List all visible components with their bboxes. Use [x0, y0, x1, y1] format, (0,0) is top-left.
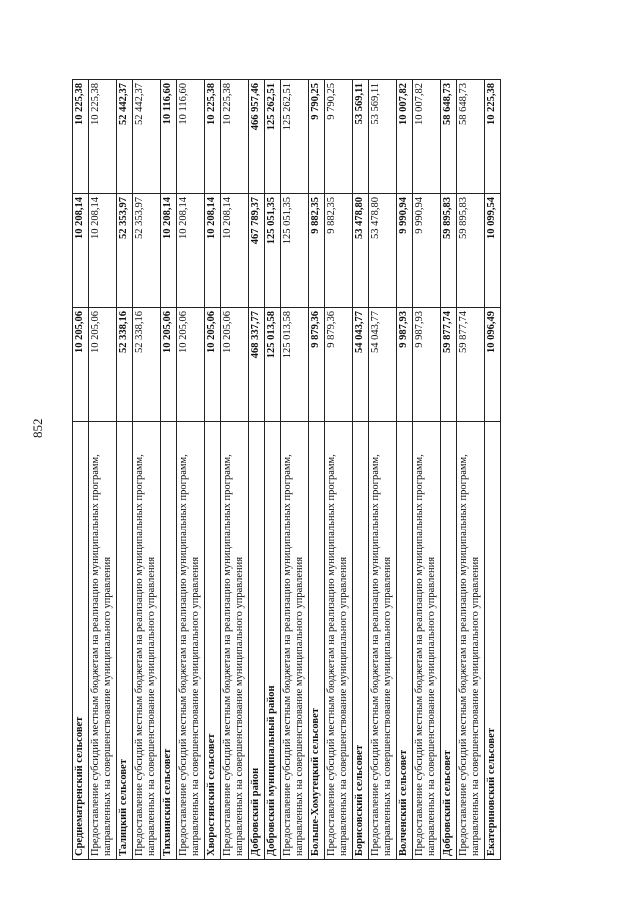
subsidy-table: [72, 79, 501, 860]
table-row: [309, 80, 325, 860]
value-cell-1: 9 987,93: [413, 308, 441, 422]
row-name-cell: Волченский сельсовет: [397, 422, 413, 860]
value-cell-3: 58 648,73: [457, 80, 485, 194]
value-cell-3: 466 957,46: [249, 80, 265, 194]
value-cell-3: 10 007,82: [397, 80, 413, 194]
value-cell-1: 10 205,06: [205, 308, 221, 422]
value-cell-3: 58 648,73: [441, 80, 457, 194]
value-cell-3: 10 225,38: [221, 80, 249, 194]
table-row: [89, 80, 117, 860]
table-row: [161, 80, 177, 860]
value-cell-3: 10 225,38: [73, 80, 89, 194]
value-cell-2: 59 895,83: [441, 194, 457, 308]
value-cell-3: 10 116,60: [161, 80, 177, 194]
table-row: [457, 80, 485, 860]
row-name-cell: Талицкий сельсовет: [117, 422, 133, 860]
row-name-cell: Добровский муниципальный район: [265, 422, 281, 860]
row-name-cell: Предоставление субсидий местным бюджетам на реализацию муниципальных программ, направленных на совершенствование муниципального управления: [413, 422, 441, 860]
table-row: [281, 80, 309, 860]
value-cell-2: 10 208,14: [177, 194, 205, 308]
value-cell-3: 9 790,25: [325, 80, 353, 194]
table-row: [397, 80, 413, 860]
row-name-cell: Добровский сельсовет: [441, 422, 457, 860]
value-cell-2: 10 208,14: [89, 194, 117, 308]
value-cell-1: 9 879,36: [309, 308, 325, 422]
value-cell-1: 52 338,16: [117, 308, 133, 422]
value-cell-2: 9 990,94: [413, 194, 441, 308]
value-cell-2: 10 099,54: [485, 194, 501, 308]
value-cell-3: 52 442,37: [133, 80, 161, 194]
value-cell-2: 10 208,14: [73, 194, 89, 308]
table-row: [205, 80, 221, 860]
value-cell-1: 10 205,06: [177, 308, 205, 422]
table-row: [133, 80, 161, 860]
value-cell-3: 52 442,37: [117, 80, 133, 194]
value-cell-3: 10 225,38: [205, 80, 221, 194]
table-row: [325, 80, 353, 860]
value-cell-1: 10 205,06: [73, 308, 89, 422]
value-cell-1: 54 043,77: [369, 308, 397, 422]
value-cell-2: 52 353,97: [117, 194, 133, 308]
table-row: [117, 80, 133, 860]
table-row: [177, 80, 205, 860]
row-name-cell: Предоставление субсидий местным бюджетам на реализацию муниципальных программ, направленных на совершенствование муниципального управления: [89, 422, 117, 860]
table-row: [249, 80, 265, 860]
row-name-cell: Предоставление субсидий местным бюджетам на реализацию муниципальных программ, направленных на совершенствование муниципального управления: [369, 422, 397, 860]
row-name-cell: Среднематренский сельсовет: [73, 422, 89, 860]
value-cell-2: 10 208,14: [221, 194, 249, 308]
row-name-cell: Предоставление субсидий местным бюджетам на реализацию муниципальных программ, направленных на совершенствование муниципального управления: [457, 422, 485, 860]
value-cell-3: 125 262,51: [265, 80, 281, 194]
value-cell-2: 53 478,80: [353, 194, 369, 308]
value-cell-3: 10 225,38: [485, 80, 501, 194]
value-cell-1: 59 877,74: [457, 308, 485, 422]
value-cell-2: 9 990,94: [397, 194, 413, 308]
value-cell-1: 125 013,58: [281, 308, 309, 422]
value-cell-1: 54 043,77: [353, 308, 369, 422]
value-cell-1: 468 337,77: [249, 308, 265, 422]
value-cell-1: 10 205,06: [161, 308, 177, 422]
value-cell-1: 10 205,06: [89, 308, 117, 422]
table-row: [441, 80, 457, 860]
row-name-cell: Предоставление субсидий местным бюджетам на реализацию муниципальных программ, направленных на совершенствование муниципального управления: [177, 422, 205, 860]
row-name-cell: Предоставление субсидий местным бюджетам на реализацию муниципальных программ, направленных на совершенствование муниципального управления: [281, 422, 309, 860]
value-cell-2: 10 208,14: [205, 194, 221, 308]
table-body: [73, 80, 501, 860]
table-row: [221, 80, 249, 860]
value-cell-3: 125 262,51: [281, 80, 309, 194]
row-name-cell: Борисовский сельсовет: [353, 422, 369, 860]
value-cell-1: 125 013,58: [265, 308, 281, 422]
row-name-cell: Добровский район: [249, 422, 265, 860]
value-cell-2: 52 353,97: [133, 194, 161, 308]
table-row: [73, 80, 89, 860]
row-name-cell: Тихвинский сельсовет: [161, 422, 177, 860]
value-cell-1: 9 879,36: [325, 308, 353, 422]
value-cell-1: 9 987,93: [397, 308, 413, 422]
row-name-cell: Екатериновский сельсовет: [485, 422, 501, 860]
table-row: [265, 80, 281, 860]
value-cell-2: 125 051,35: [265, 194, 281, 308]
value-cell-1: 59 877,74: [441, 308, 457, 422]
row-name-cell: Больше-Хомутецкий сельсовет: [309, 422, 325, 860]
table-row: [369, 80, 397, 860]
value-cell-3: 10 225,38: [89, 80, 117, 194]
table-row: [485, 80, 501, 860]
value-cell-3: 53 569,11: [353, 80, 369, 194]
value-cell-3: 10 007,82: [413, 80, 441, 194]
value-cell-2: 53 478,80: [369, 194, 397, 308]
table-row: [353, 80, 369, 860]
row-name-cell: Предоставление субсидий местным бюджетам на реализацию муниципальных программ, направленных на совершенствование муниципального управления: [221, 422, 249, 860]
value-cell-1: 10 205,06: [221, 308, 249, 422]
value-cell-3: 10 116,60: [177, 80, 205, 194]
value-cell-1: 10 096,49: [485, 308, 501, 422]
rotated-table-container: [72, 80, 614, 860]
row-name-cell: Предоставление субсидий местным бюджетам на реализацию муниципальных программ, направленных на совершенствование муниципального управления: [133, 422, 161, 860]
page-number-text: 852: [30, 418, 45, 438]
page-number: [30, 419, 46, 439]
value-cell-1: 52 338,16: [133, 308, 161, 422]
value-cell-3: 9 790,25: [309, 80, 325, 194]
value-cell-2: 467 789,37: [249, 194, 265, 308]
value-cell-2: 9 882,35: [309, 194, 325, 308]
value-cell-3: 53 569,11: [369, 80, 397, 194]
value-cell-2: 10 208,14: [161, 194, 177, 308]
table-row: [413, 80, 441, 860]
value-cell-2: 59 895,83: [457, 194, 485, 308]
row-name-cell: Предоставление субсидий местным бюджетам на реализацию муниципальных программ, направленных на совершенствование муниципального управления: [325, 422, 353, 860]
row-name-cell: Хворостянский сельсовет: [205, 422, 221, 860]
value-cell-2: 125 051,35: [281, 194, 309, 308]
value-cell-2: 9 882,35: [325, 194, 353, 308]
